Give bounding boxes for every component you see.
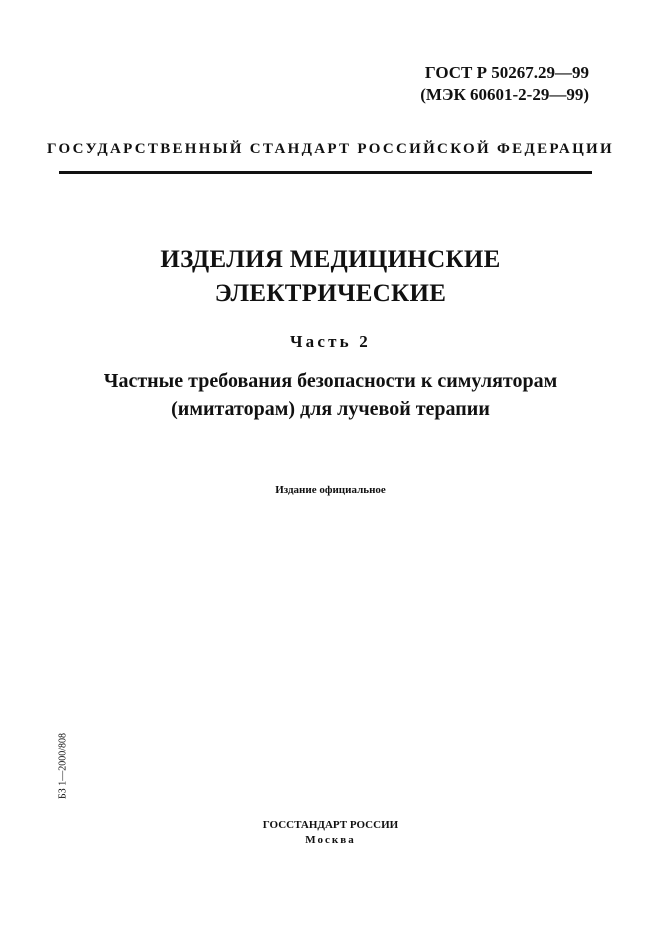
document-title	[0, 243, 661, 311]
publisher-name: ГОССТАНДАРТ РОССИИ	[262, 819, 399, 831]
publisher-block	[0, 818, 661, 848]
subtitle-line-2: (имитаторам) для лучевой терапии	[171, 398, 490, 420]
document-subtitle	[0, 367, 661, 423]
standard-number: ГОСТ Р 50267.29—99	[424, 63, 589, 82]
title-line-2: ЭЛЕКТРИЧЕСКИЕ	[214, 280, 447, 307]
side-code-text: БЗ 1—2000/808	[57, 732, 69, 800]
header-rule	[59, 171, 592, 174]
national-standard-header: ГОСУДАРСТВЕННЫЙ СТАНДАРТ РОССИЙСКОЙ ФЕДЕРАЦИИ	[47, 141, 614, 157]
subtitle-line-1: Частные требования безопасности к симуляторам	[103, 370, 558, 392]
standard-number-block	[420, 62, 589, 106]
edition-label: Издание официальное	[275, 484, 386, 496]
side-code	[56, 726, 70, 806]
iec-reference: (МЭК 60601-2-29—99)	[420, 85, 589, 104]
part-label: Часть 2	[289, 332, 371, 351]
title-line-1: ИЗДЕЛИЯ МЕДИЦИНСКИЕ	[160, 246, 501, 273]
publisher-city: Москва	[305, 834, 356, 846]
